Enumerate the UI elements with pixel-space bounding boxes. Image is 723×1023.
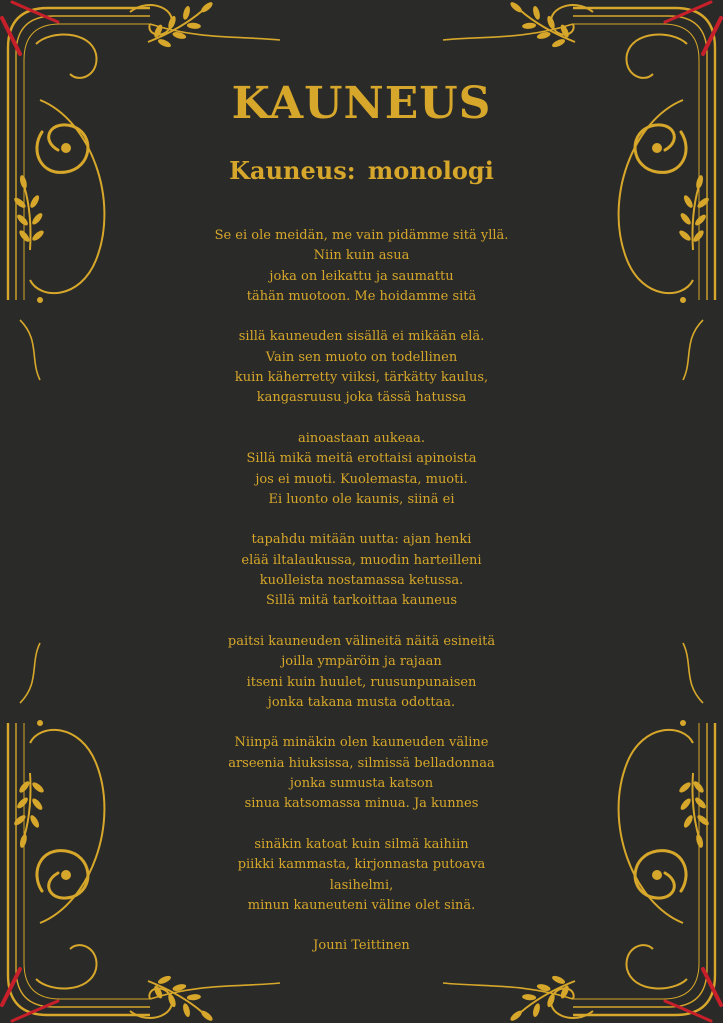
poem-line: jonka sumusta katson <box>289 776 434 792</box>
poem-author: Jouni Teittinen <box>313 938 410 954</box>
stanza <box>120 530 603 611</box>
stanza <box>120 733 603 814</box>
stanza <box>120 429 603 510</box>
poem-line: Ei luonto ole kaunis, siinä ei <box>268 491 455 507</box>
stanza <box>120 327 603 408</box>
poem-line: sillä kauneuden sisällä ei mikään elä. <box>238 329 485 345</box>
poem-line: sinäkin katoat kuin silmä kaihiin <box>254 836 469 852</box>
poem-line: Vain sen muoto on todellinen <box>265 349 458 365</box>
poem-line: arseenia hiuksissa, silmissä belladonnaa <box>228 755 495 771</box>
poem-line: minun kauneuteni väline olet sinä. <box>247 897 476 913</box>
poem-line: kuolleista nostamassa ketussa. <box>259 573 464 589</box>
stanza <box>120 835 603 916</box>
poem-line: kuin käherretty viiksi, tärkätty kaulus, <box>234 370 489 386</box>
poem-line: jos ei muoti. Kuolemasta, muoti. <box>255 471 468 487</box>
poem-body <box>120 226 603 957</box>
poem-line: itseni kuin huulet, ruusunpunaisen <box>246 674 477 690</box>
poem-line: tapahdu mitään uutta: ajan henki <box>251 532 472 548</box>
poem-line: Se ei ole meidän, me vain pidämme sitä yllä. <box>214 228 509 243</box>
stanza <box>120 632 603 713</box>
stanza <box>120 226 603 307</box>
poem-line: sinua katsomassa minua. Ja kunnes <box>244 796 479 812</box>
poem-line: joilla ympäröin ja rajaan <box>281 654 442 670</box>
poem-line: ainoastaan aukeaa. <box>297 430 426 446</box>
poem-subtitle: Kauneus: monologi <box>229 156 494 185</box>
poem-line: elää iltalaukussa, muodin harteilleni <box>241 552 482 568</box>
poem-line: piikki kammasta, kirjonnasta putoava <box>237 857 486 873</box>
poem-line: lasihelmi, <box>329 877 394 893</box>
poem-line: tähän muotoon. Me hoidamme sitä <box>246 288 477 304</box>
poem-title: KAUNEUS <box>231 78 492 129</box>
poem-line: Sillä mikä meitä erottaisi apinoista <box>246 451 477 467</box>
poem-line: joka on leikattu ja saumattu <box>269 268 454 284</box>
poem-line: Sillä mitä tarkoittaa kauneus <box>265 593 458 609</box>
poem-line: kangasruusu joka tässä hatussa <box>256 390 467 406</box>
poem-line: paitsi kauneuden välineitä näitä esineitä <box>227 633 496 649</box>
poem-line: Niinpä minäkin olen kauneuden väline <box>234 735 489 751</box>
poem-line: jonka takana musta odottaa. <box>267 694 456 710</box>
poem-line: Niin kuin asua <box>313 248 410 264</box>
